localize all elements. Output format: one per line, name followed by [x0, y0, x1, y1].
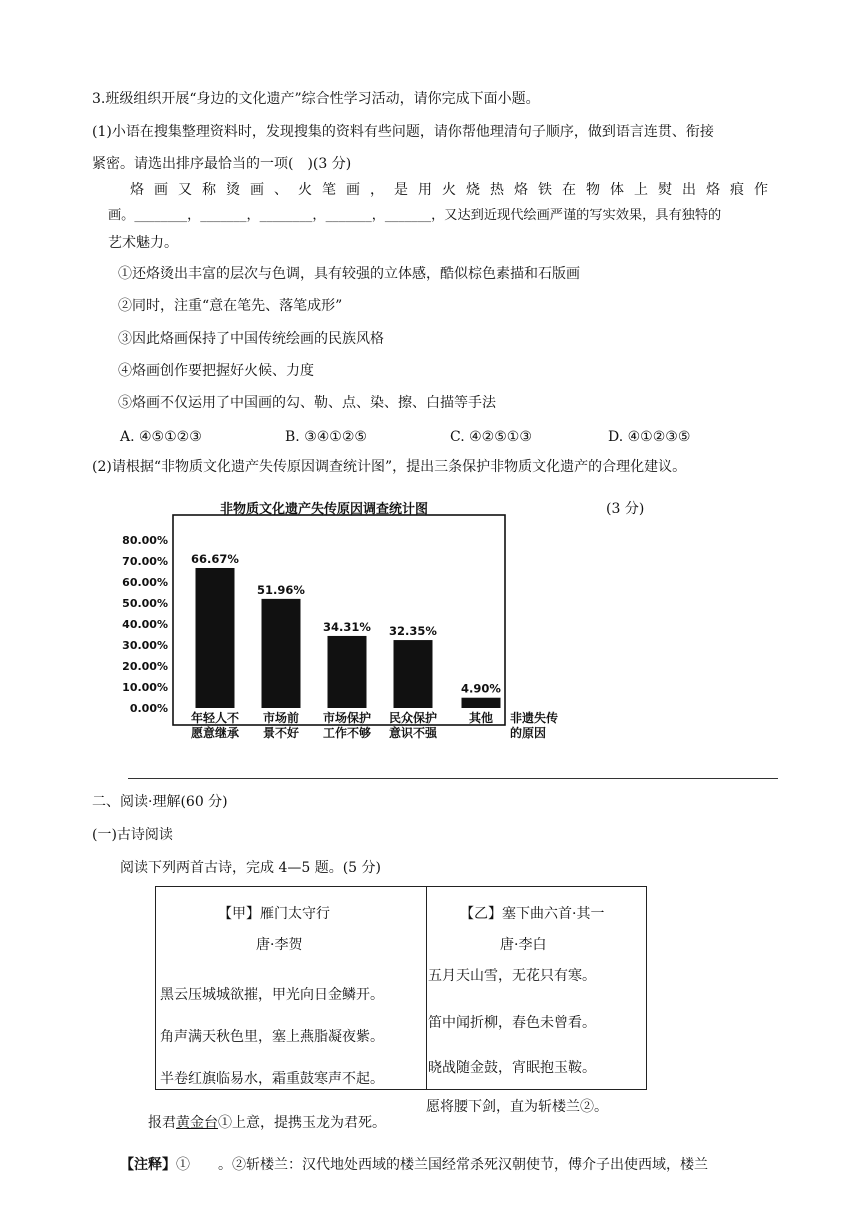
y-tick-label: 70.00%	[122, 555, 168, 568]
poem-b-title: 【乙】塞下曲六首·其一	[460, 906, 605, 922]
x-tick-label: 其他	[468, 711, 494, 725]
section-2-sub1: (一)古诗阅读	[92, 827, 173, 843]
x-tick-label: 年轻人不	[190, 711, 240, 725]
question-3-part1-line2: 紧密。请选出排序最恰当的一项( )(3 分)	[92, 156, 352, 172]
x-tick-label: 市场前	[262, 711, 300, 725]
bar	[262, 599, 301, 708]
question-3-heading: 3.班级组织开展“身边的文化遗产”综合性学习活动，请你完成下面小题。	[92, 91, 540, 107]
poem-b-line-3: 晓战随金鼓，宵眠抱玉鞍。	[428, 1060, 596, 1076]
bar-value-label: 34.31%	[323, 619, 371, 634]
note-text: ① 。②斩楼兰：汉代地处西域的楼兰国经常杀死汉朝使节，傅介子出使西域，楼兰	[176, 1157, 708, 1173]
sentence-item-3: ③因此烙画保持了中国传统绘画的民族风格	[118, 331, 384, 347]
bar-value-label: 32.35%	[389, 624, 437, 639]
x-axis-label: 非遗失传	[510, 711, 559, 725]
part2-score: (3 分)	[606, 501, 645, 517]
question-3-part1-line1: (1)小语在搜集整理资料时，发现搜集的资料有些问题，请你帮他理清句子顺序，做到语言连贯、衔接	[92, 124, 714, 140]
poem-a-author: 唐·李贺	[256, 937, 303, 953]
sentence-item-2: ②同时，注重“意在笔先、落笔成形”	[118, 298, 343, 314]
poem-a-line-4-prefix: 报君	[148, 1115, 176, 1131]
passage-line1: 烙画又称烫画、火笔画，是用火烧热烙铁在物体上熨出烙痕作	[130, 182, 778, 198]
section-divider	[128, 778, 778, 779]
option-b: B. ③④①②⑤	[285, 429, 367, 445]
option-c: C. ④②⑤①③	[450, 429, 532, 445]
poem-a-line-4-suffix: ①上意，提携玉龙为君死。	[218, 1115, 386, 1131]
y-tick-label: 40.00%	[122, 618, 168, 631]
bar	[196, 568, 235, 708]
note-line	[120, 1156, 708, 1174]
option-a: A. ④⑤①②③	[120, 429, 202, 445]
y-tick-label: 0.00%	[129, 702, 168, 715]
poem-b-line-2: 笛中闻折柳，春色未曾看。	[428, 1015, 596, 1031]
x-tick-label: 景不好	[262, 726, 300, 740]
y-tick-label: 60.00%	[122, 576, 168, 589]
note-label: 【注释】	[120, 1157, 176, 1173]
poem-a-line-4-underlined: 黄金台	[176, 1115, 218, 1131]
bar	[394, 640, 433, 708]
y-tick-label: 20.00%	[122, 660, 168, 673]
passage-line2: 画。________，_______，________，_______，_______，又达到近现代绘画严谨的写实效果，具有独特的	[108, 208, 722, 223]
y-tick-label: 50.00%	[122, 597, 168, 610]
x-tick-label: 愿意继承	[190, 726, 240, 740]
bar	[328, 636, 367, 708]
sentence-item-1: ①还烙烫出丰富的层次与色调，具有较强的立体感，酷似棕色素描和石版画	[118, 266, 580, 282]
section-2-heading: 二、阅读·理解(60 分)	[92, 794, 228, 810]
option-d: D. ④①②③⑤	[608, 429, 691, 445]
y-tick-label: 80.00%	[122, 534, 168, 547]
poem-a-line-4	[148, 1114, 386, 1132]
poem-b-line-1: 五月天山雪，无花只有寒。	[428, 968, 596, 984]
poem-a-title: 【甲】雁门太守行	[218, 906, 330, 922]
passage-line3: 艺术魅力。	[108, 235, 178, 251]
sentence-item-5: ⑤烙画不仅运用了中国画的勾、勒、点、染、擦、白描等手法	[118, 395, 496, 411]
y-tick-label: 10.00%	[122, 681, 168, 694]
poem-table-divider	[426, 886, 427, 1090]
poem-b-line-4: 愿将腰下剑，直为斩楼兰②。	[426, 1099, 608, 1115]
bar-value-label: 66.67%	[191, 551, 239, 566]
bar-chart	[100, 510, 570, 750]
bar-value-label: 4.90%	[461, 681, 501, 696]
x-tick-label: 民众保护	[388, 711, 438, 725]
x-axis-label: 的原因	[510, 726, 547, 740]
bar	[462, 698, 501, 708]
y-tick-label: 30.00%	[122, 639, 168, 652]
x-tick-label: 意识不强	[388, 726, 438, 740]
poem-a-line-1: 黑云压城城欲摧，甲光向日金鳞开。	[160, 987, 384, 1003]
section-2-instruction: 阅读下列两首古诗，完成 4—5 题。(5 分)	[120, 860, 381, 876]
question-3-part2: (2)请根据“非物质文化遗产失传原因调查统计图”，提出三条保护非物质文化遗产的合理化建议。	[92, 459, 687, 475]
sentence-item-4: ④烙画创作要把握好火候、力度	[118, 363, 314, 379]
x-tick-label: 市场保护	[322, 711, 372, 725]
x-tick-label: 工作不够	[322, 726, 372, 740]
poem-a-line-3: 半卷红旗临易水，霜重鼓寒声不起。	[160, 1071, 384, 1087]
poem-b-author: 唐·李白	[500, 937, 547, 953]
bar-value-label: 51.96%	[257, 582, 305, 597]
chart-title: 非物质文化遗产失传原因调查统计图	[220, 502, 429, 517]
poem-a-line-2: 角声满天秋色里，塞上燕脂凝夜紫。	[160, 1029, 384, 1045]
